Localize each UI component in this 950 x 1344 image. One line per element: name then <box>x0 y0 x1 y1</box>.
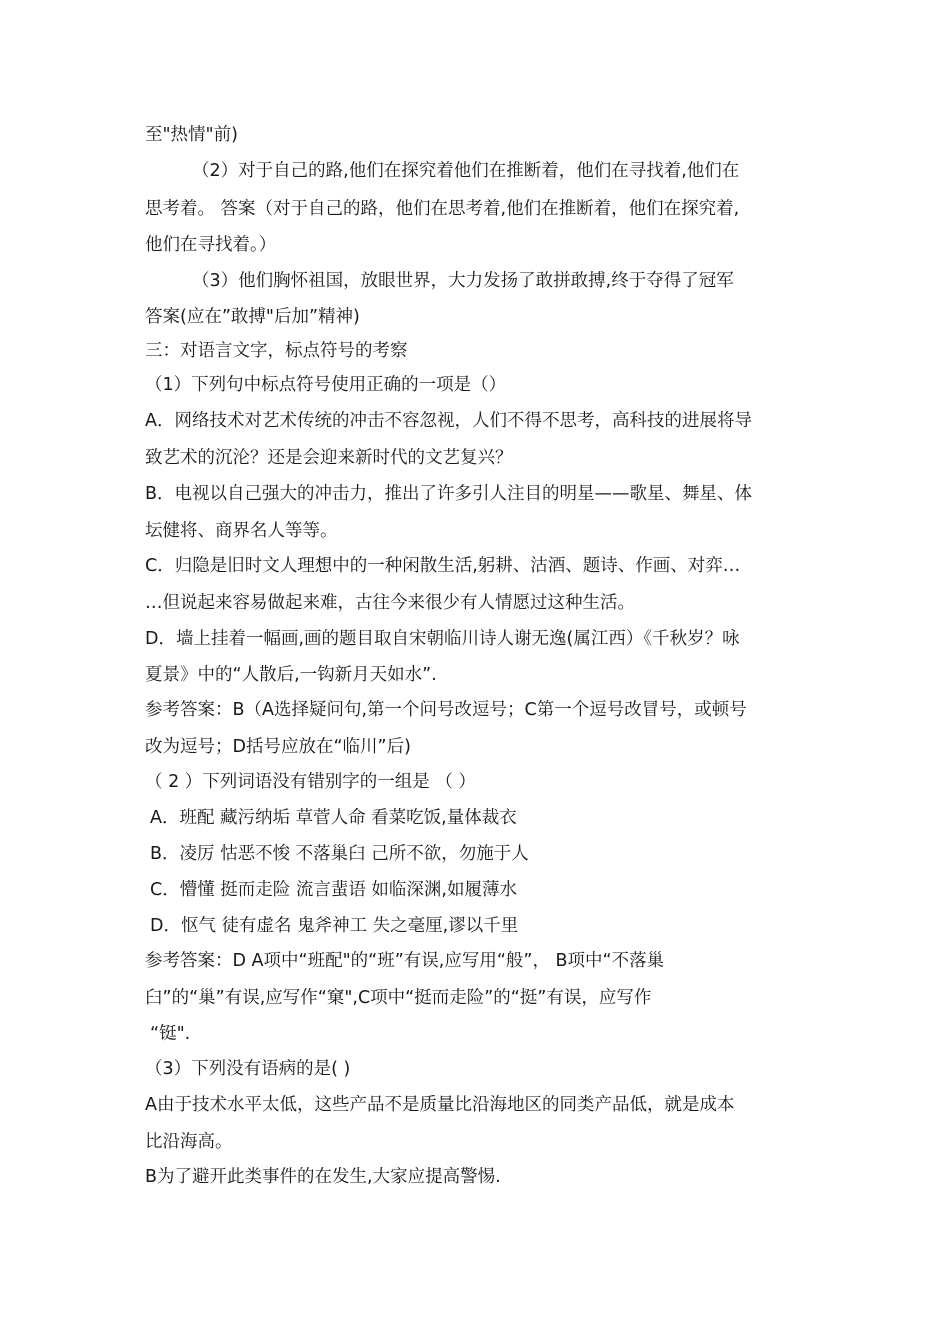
text-line: “铤". <box>150 1024 191 1044</box>
option-d: D．墙上挂着一幅画,画的题目取自宋朝临川诗人谢无逸(属江西）《千秋岁？咏 <box>145 629 740 649</box>
text-line: 夏景》中的“人散后,一钩新月天如水”. <box>145 665 437 685</box>
option-a: A由于技术水平太低，这些产品不是质量比沿海地区的同类产品低，就是成本 <box>145 1095 735 1115</box>
option-c: C．懵懂 挺而走险 流言蜚语 如临深渊,如履薄水 <box>150 880 517 900</box>
text-line: 比沿海高。 <box>145 1132 233 1152</box>
text-line: 坛健将、商界名人等等。 <box>145 521 338 541</box>
text-line: 臼”的“巢”有误,应写作“窠",C项中“挺而走险”的“挺”有误，应写作 <box>145 988 652 1008</box>
option-b: B．凌厉 怙恶不悛 不落巢臼 己所不欲，勿施于人 <box>150 844 529 864</box>
question-title: （3）下列没有语病的是( ) <box>145 1059 351 1079</box>
text-line: 答案(应在”敢搏"后加”精神) <box>145 307 360 327</box>
text-line: 至"热情"前) <box>145 125 238 145</box>
text-line: （3）他们胸怀祖国，放眼世界，大力发扬了敢拼敢搏,终于夺得了冠军 <box>192 271 734 291</box>
option-b: B为了避开此类事件的在发生,大家应提高警惕. <box>145 1167 501 1187</box>
text-line: 改为逗号；D括号应放在“临川”后) <box>145 737 411 757</box>
section-heading: 三：对语言文字，标点符号的考察 <box>145 341 408 361</box>
answer-text: 参考答案：D A项中“班配"的“班”有误,应写用“般”， B项中“不落巢 <box>145 951 665 971</box>
text-line: 致艺术的沉沦？还是会迎来新时代的文艺复兴？ <box>145 448 513 468</box>
option-a: A．班配 藏污纳垢 草菅人命 看菜吃饭,量体裁衣 <box>150 808 517 828</box>
text-line: 思考着。 答案（对于自己的路，他们在思考着,他们在推断着，他们在探究着, <box>145 199 740 219</box>
text-line: 他们在寻找着。） <box>145 235 277 255</box>
option-c: C．归隐是旧时文人理想中的一种闲散生活,躬耕、沽酒、题诗、作画、对弈… <box>145 556 741 576</box>
option-d: D．怄气 徒有虚名 鬼斧神工 失之毫厘,谬以千里 <box>150 916 519 936</box>
text-line: …但说起来容易做起来难，古往今来很少有人情愿过这种生活。 <box>145 593 635 613</box>
answer-text: 参考答案：B（A选择疑问句,第一个问号改逗号；C第一个逗号改冒号，或顿号 <box>145 700 747 720</box>
option-b: B．电视以自己强大的冲击力，推出了许多引人注目的明星——歌星、舞星、体 <box>145 484 753 504</box>
question-title: （1）下列句中标点符号使用正确的一项是（） <box>145 375 507 395</box>
question-title: （ 2 ）下列词语没有错别字的一组是 （ ） <box>145 772 476 792</box>
option-a: A．网络技术对艺术传统的冲击不容忽视，人们不得不思考，高科技的进展将导 <box>145 411 752 431</box>
text-line: （2）对于自己的路,他们在探究着他们在推断着，他们在寻找着,他们在 <box>192 161 740 181</box>
